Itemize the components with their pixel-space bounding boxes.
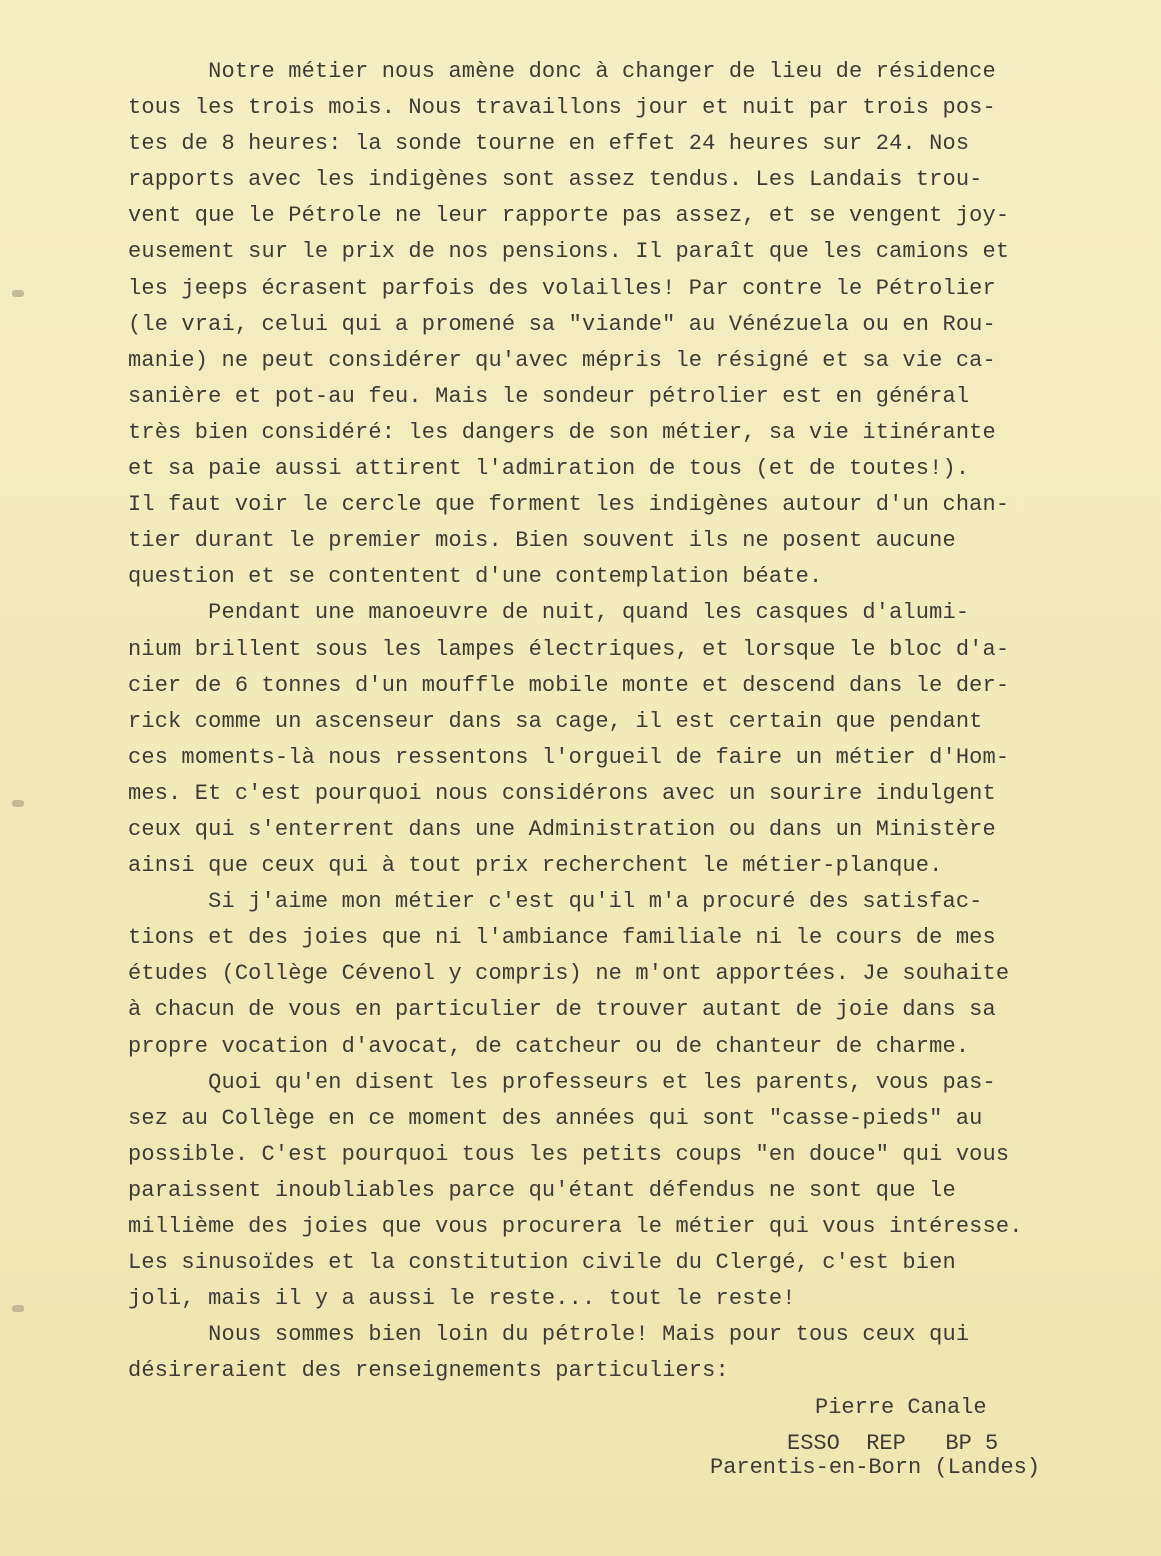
- text-line: sez au Collège en ce moment des années qui sont "casse-pieds" au: [128, 1105, 983, 1131]
- text-line: Nous sommes bien loin du pétrole! Mais pour tous ceux qui: [128, 1322, 970, 1348]
- text-line: les jeeps écrasent parfois des volailles! Par contre le Pétrolier: [128, 275, 996, 301]
- signature-address-line-2: Parentis-en-Born (Landes): [710, 1455, 1041, 1480]
- text-line: propre vocation d'avocat, de catcheur ou de chanteur de charme.: [128, 1033, 970, 1059]
- text-line: paraissent inoubliables parce qu'étant défendus ne sont que le: [128, 1177, 956, 1203]
- text-line: rapports avec les indigènes sont assez tendus. Les Landais trou-: [128, 167, 983, 193]
- text-line: Il faut voir le cercle que forment les indigènes autour d'un chan-: [128, 492, 1010, 518]
- text-line: Si j'aime mon métier c'est qu'il m'a procuré des satisfac-: [128, 889, 983, 915]
- text-line: mes. Et c'est pourquoi nous considérons avec un sourire indulgent: [128, 780, 996, 806]
- signature-name: Pierre Canale: [815, 1395, 987, 1420]
- text-line: très bien considéré: les dangers de son métier, sa vie itinérante: [128, 419, 996, 445]
- text-line: ainsi que ceux qui à tout prix recherchent le métier-planque.: [128, 853, 943, 879]
- text-line: ces moments-là nous ressentons l'orgueil de faire un métier d'Hom-: [128, 744, 1010, 770]
- text-line: ceux qui s'enterrent dans une Administration ou dans un Ministère: [128, 816, 996, 842]
- text-line: nium brillent sous les lampes électriques, et lorsque le bloc d'a-: [128, 636, 1010, 662]
- text-line: tous les trois mois. Nous travaillons jour et nuit par trois pos-: [128, 95, 996, 121]
- text-line: joli, mais il y a aussi le reste... tout le reste!: [128, 1286, 796, 1312]
- text-line: Pendant une manoeuvre de nuit, quand les casques d'alumi-: [128, 600, 970, 626]
- margin-mark: [12, 1305, 24, 1312]
- text-line: Quoi qu'en disent les professeurs et les parents, vous pas-: [128, 1069, 996, 1095]
- text-line: vent que le Pétrole ne leur rapporte pas assez, et se vengent joy-: [128, 203, 1010, 229]
- margin-mark: [12, 290, 24, 297]
- text-line: et sa paie aussi attirent l'admiration de tous (et de toutes!).: [128, 456, 970, 482]
- text-line: cier de 6 tonnes d'un mouffle mobile monte et descend dans le der-: [128, 672, 1010, 698]
- text-line: possible. C'est pourquoi tous les petits coups "en douce" qui vous: [128, 1141, 1010, 1167]
- margin-mark: [12, 800, 24, 807]
- text-line: rick comme un ascenseur dans sa cage, il est certain que pendant: [128, 708, 983, 734]
- letter-body: [128, 54, 1118, 1389]
- text-line: tes de 8 heures: la sonde tourne en effet 24 heures sur 24. Nos: [128, 131, 970, 157]
- text-line: question et se contentent d'une contemplation béate.: [128, 564, 823, 590]
- signature-address-line-1: ESSO REP BP 5: [787, 1431, 999, 1456]
- text-line: à chacun de vous en particulier de trouver autant de joie dans sa: [128, 997, 996, 1023]
- text-line: manie) ne peut considérer qu'avec mépris le résigné et sa vie ca-: [128, 347, 996, 373]
- text-line: (le vrai, celui qui a promené sa "viande" au Vénézuela ou en Rou-: [128, 311, 996, 337]
- text-line: millième des joies que vous procurera le métier qui vous intéresse.: [128, 1214, 1023, 1239]
- text-line: Les sinusoïdes et la constitution civile du Clergé, c'est bien: [128, 1250, 956, 1276]
- text-line: études (Collège Cévenol y compris) ne m'ont apportées. Je souhaite: [128, 961, 1010, 987]
- text-line: désireraient des renseignements particuliers:: [128, 1358, 729, 1384]
- text-line: tions et des joies que ni l'ambiance familiale ni le cours de mes: [128, 925, 996, 951]
- text-line: eusement sur le prix de nos pensions. Il paraît que les camions et: [128, 239, 1010, 265]
- text-line: sanière et pot-au feu. Mais le sondeur pétrolier est en général: [128, 383, 970, 409]
- text-line: tier durant le premier mois. Bien souvent ils ne posent aucune: [128, 528, 956, 554]
- text-line: Notre métier nous amène donc à changer de lieu de résidence: [128, 59, 996, 84]
